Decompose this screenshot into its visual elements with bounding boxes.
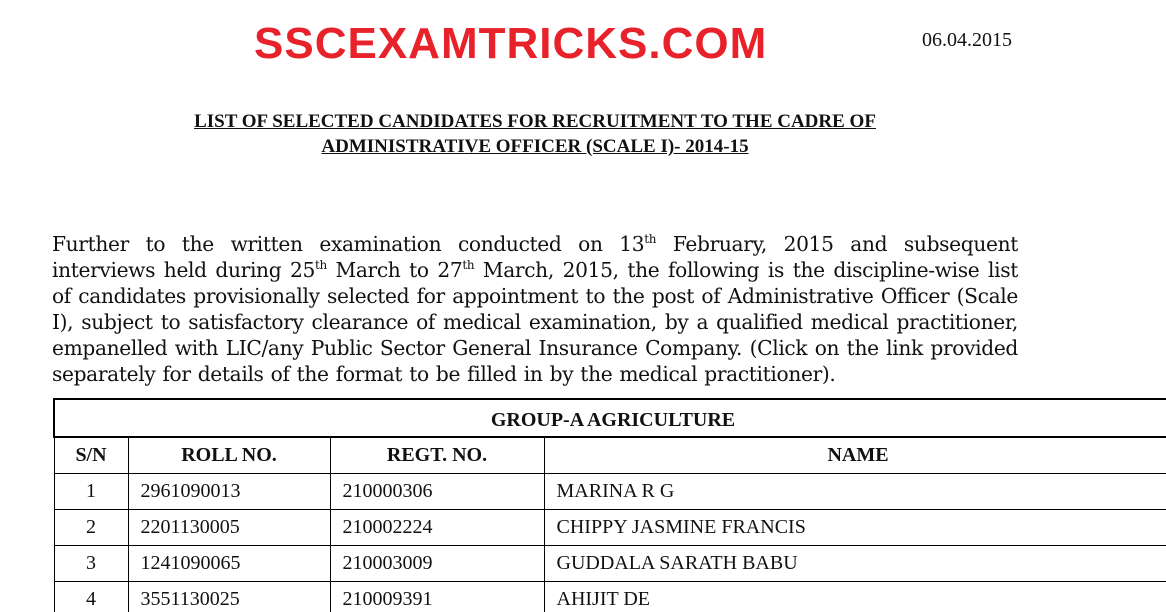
cell-name: AHIJIT DE [544,581,1166,612]
table-row [54,545,1166,581]
cell-sn: 2 [54,509,128,545]
title-line-2: ADMINISTRATIVE OFFICER (SCALE I)- 2014-15 [321,136,749,157]
watermark-text: SSCEXAMTRICKS.COM [254,19,768,68]
cell-regt-no: 210002224 [330,509,544,545]
column-header-row [54,437,1166,473]
document-title [0,109,1070,159]
intro-text-4: March, 2015, the following is the discipline-wise list of candidates provisionally selected for appointment to the post of Administrative Officer (Scale I), subject to satisfactory clearance of medical examination, by a qualified medical practitioner, empanelled with LIC/any Public Sector General Insurance Company. (Click on the link provided separately for details of the format to be filled in by the medical practitioner). [52,258,1019,387]
cell-regt-no: 210009391 [330,581,544,612]
header-regt-no: REGT. NO. [330,437,544,473]
intro-superscript-3: th [462,258,475,273]
cell-name: MARINA R G [544,473,1166,509]
group-title: GROUP-A AGRICULTURE [54,399,1166,437]
cell-regt-no: 210003009 [330,545,544,581]
cell-sn: 4 [54,581,128,612]
table-row [54,581,1166,612]
cell-sn: 3 [54,545,128,581]
cell-roll-no: 2201130005 [128,509,330,545]
header-roll-no: ROLL NO. [128,437,330,473]
intro-text-3: March to 27 [326,258,463,283]
cell-roll-no: 1241090065 [128,545,330,581]
cell-name: GUDDALA SARATH BABU [544,545,1166,581]
title-line-1: LIST OF SELECTED CANDIDATES FOR RECRUITMENT TO THE CADRE OF [194,111,876,132]
table-row [54,509,1166,545]
candidates-table [53,398,1166,612]
cell-roll-no: 2961090013 [128,473,330,509]
document-date: 06.04.2015 [922,29,1012,51]
header-name: NAME [544,437,1166,473]
cell-sn: 1 [54,473,128,509]
cell-regt-no: 210000306 [330,473,544,509]
cell-name: CHIPPY JASMINE FRANCIS [544,509,1166,545]
cell-roll-no: 3551130025 [128,581,330,612]
header-sn: S/N [54,437,128,473]
intro-superscript-1: th [644,232,657,247]
group-header-row [54,399,1166,437]
intro-superscript-2: th [314,258,327,273]
intro-text-1: Further to the written examination conducted on 13 [52,232,645,257]
table-row [54,473,1166,509]
intro-text-2: February, 2015 and subsequent interviews held during 25 [52,232,1018,283]
intro-paragraph [52,231,1018,387]
